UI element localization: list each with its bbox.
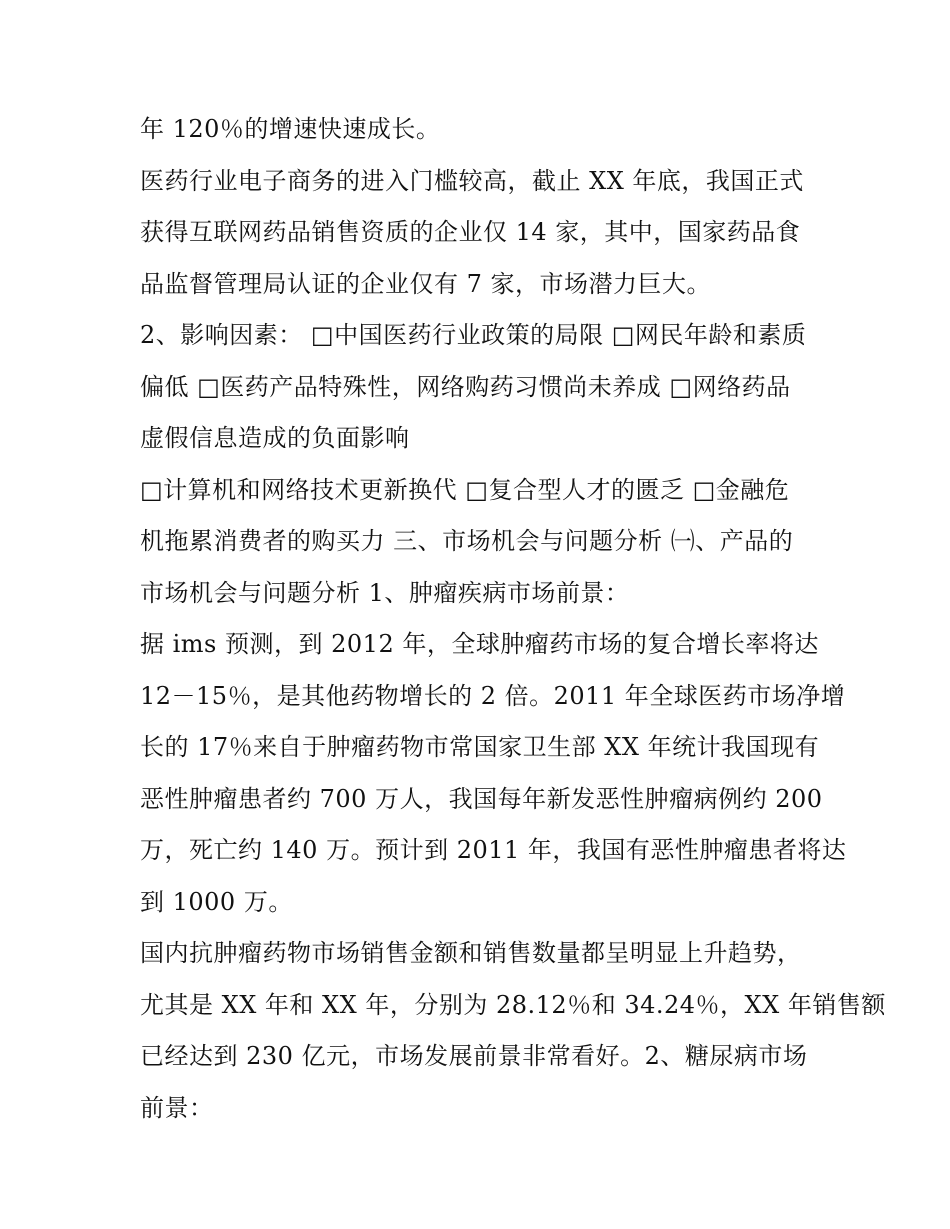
text-line: 品监督管理局认证的企业仅有 7 家，市场潜力巨大。 [140, 269, 712, 298]
text-line: 已经达到 230 亿元，市场发展前景非常看好。2、糖尿病市场 [140, 1042, 808, 1070]
text-line: 万，死亡约 140 万。预计到 2011 年，我国有恶性肿瘤患者将达 [140, 836, 847, 864]
text-line: 前景： [140, 1093, 214, 1122]
text-line: 国内抗肿瘤药物市场销售金额和销售数量都呈明显上升趋势， [140, 939, 802, 967]
text-line: 虚假信息造成的负面影响 [140, 424, 410, 452]
text-line: 到 1000 万。 [140, 887, 293, 916]
text-line: 12－15％，是其他药物增长的 2 倍。2011 年全球医药市场净增 [140, 681, 846, 710]
text-line: □计算机和网络技术更新换代 □复合型人才的匮乏 □金融危 [140, 475, 790, 504]
text-line: 市场机会与问题分析 1、肿瘤疾病市场前景： [140, 578, 630, 607]
text-line: 偏低 □医药产品特殊性，网络购药习惯尚未养成 □网络药品 [140, 372, 791, 401]
text-line: 机拖累消费者的购买力 三、市场机会与问题分析 ㈠、产品的 [140, 527, 794, 555]
text-line: 年 120％的增速快速成长。 [140, 115, 441, 143]
text-line: 医药行业电子商务的进入门槛较高，截止 XX 年底，我国正式 [140, 166, 804, 195]
text-line: 尤其是 XX 年和 XX 年，分别为 28.12％和 34.24％，XX 年销售额 [140, 990, 886, 1019]
body-text [140, 104, 886, 1134]
text-line: 恶性肿瘤患者约 700 万人，我国每年新发恶性肿瘤病例约 200 [140, 784, 823, 813]
text-line: 获得互联网药品销售资质的企业仅 14 家，其中，国家药品食 [140, 218, 801, 246]
text-line: 据 ims 预测，到 2012 年，全球肿瘤药市场的复合增长率将达 [140, 630, 819, 658]
text-line: 2、影响因素： □中国医药行业政策的局限 □网民年龄和素质 [140, 321, 807, 349]
text-line: 长的 17％来自于肿瘤药物市常国家卫生部 XX 年统计我国现有 [140, 733, 820, 761]
